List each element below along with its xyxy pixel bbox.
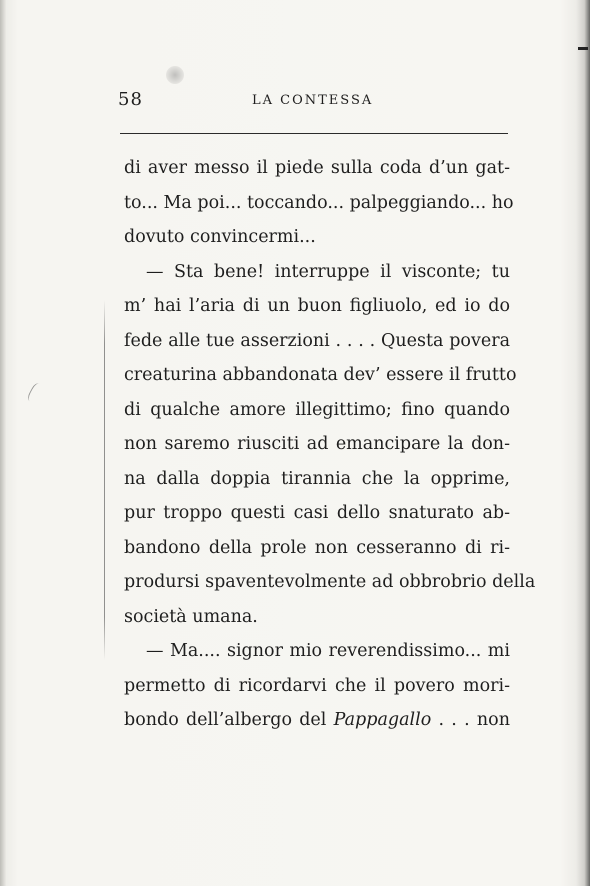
text-line: di aver messo il piede sulla coda d’un gat- — [124, 158, 510, 178]
text-line: — Sta bene! interruppe il visconte; tu — [146, 261, 510, 282]
text-line: na dalla doppia tirannia che la opprime, — [124, 468, 510, 489]
page-left-edge — [0, 0, 6, 886]
pencil-mark — [26, 382, 45, 405]
ink-smudge — [166, 66, 184, 84]
text-line: to... Ma poi... toccando... palpeggiando... ho — [124, 192, 514, 213]
text-line: prodursi spaventevolmente ad obbrobrio della — [124, 572, 536, 592]
text-line: fede alle tue asserzioni . . . . Questa povera — [124, 330, 510, 351]
edge-mark — [578, 47, 588, 50]
text-fragment: . . . non — [431, 710, 510, 730]
page-number: 58 — [118, 89, 143, 110]
text-line: bandono della prole non cesseranno di ri- — [124, 537, 510, 558]
text-line: dovuto convincermi... — [124, 227, 316, 247]
text-line: — Ma.... signor mio reverendissimo... mi — [146, 641, 510, 661]
text-line: permetto di ricordarvi che il povero mori- — [124, 675, 510, 696]
text-line: società umana. — [124, 606, 258, 627]
header-rule — [120, 133, 508, 134]
text-line-final — [124, 703, 510, 738]
text-line: creaturina abbandonata dev’ essere il frutto — [124, 365, 517, 385]
text-line: di qualche amore illegittimo; fino quando — [124, 399, 510, 420]
text-line: non saremo riusciti ad emancipare la don- — [124, 434, 510, 454]
text-line: m’ hai l’aria di un buon figliuolo, ed io do — [124, 296, 510, 316]
body-text — [124, 151, 536, 738]
italic-inn-name: Pappagallo — [333, 710, 432, 730]
margin-pencil-line — [104, 300, 105, 660]
running-header — [118, 89, 508, 117]
page-right-edge — [576, 0, 590, 886]
text-fragment: bondo dell’albergo del — [124, 710, 334, 730]
text-line: pur troppo questi casi dello snaturato ab- — [124, 503, 510, 523]
running-title: LA CONTESSA — [252, 93, 374, 108]
